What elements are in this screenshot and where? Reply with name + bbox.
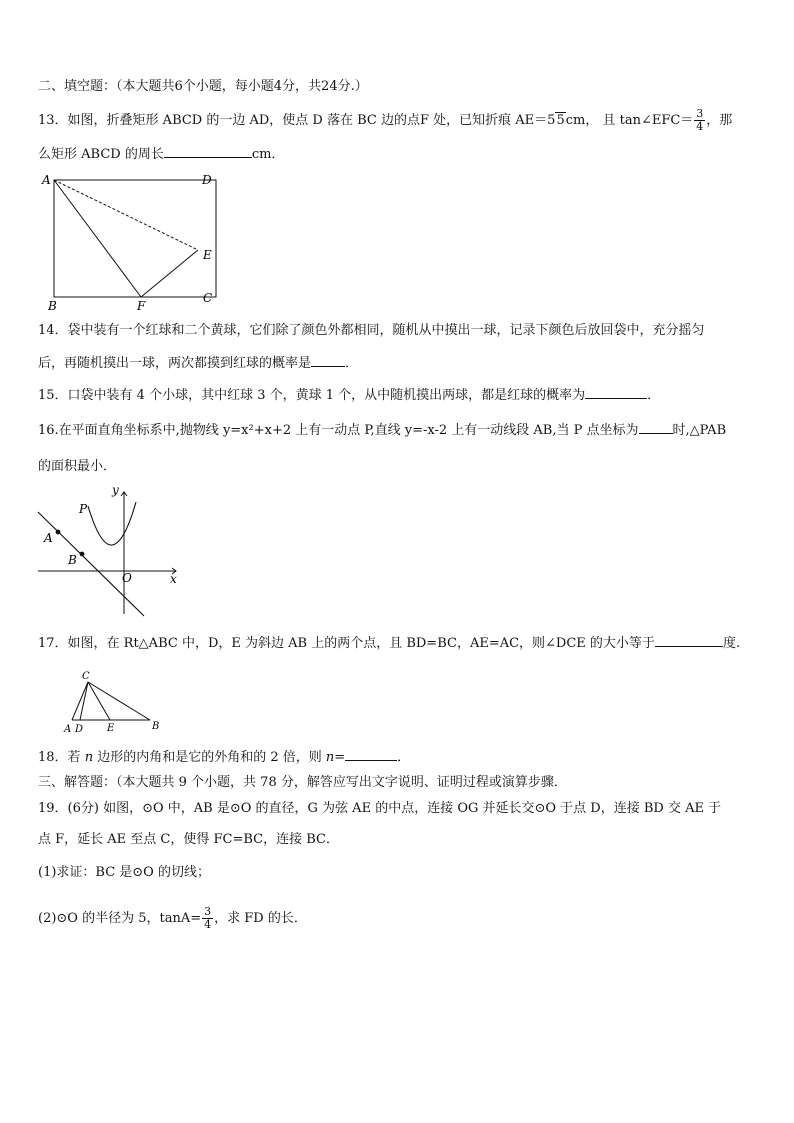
question-19-part-1: (1)求证：BC 是⊙O 的切线；	[38, 865, 210, 880]
q15-answer-blank[interactable]	[585, 386, 647, 399]
q13-text-b: cm， 且 tan∠EFC＝	[565, 113, 694, 128]
q15-text-end: ．	[647, 388, 661, 403]
q17-answer-blank[interactable]	[655, 634, 723, 647]
q17-label-e: E	[107, 723, 115, 734]
q19-part2-text-a: (2)⊙O 的半径为 5，tanA=	[38, 911, 202, 926]
q13-text-a: 13．如图，折叠矩形 ABCD 的一边 AD，使点 D 落在 BC 边的点F 处，已知折痕 AE＝5	[38, 113, 556, 128]
q18-variable-n: n	[84, 750, 94, 765]
q18-text-end: ．	[397, 750, 411, 765]
q17-label-c: C	[82, 671, 90, 682]
q13-label-d: D	[202, 173, 212, 187]
question-18-line-1	[38, 748, 410, 767]
q13-label-a: A	[42, 173, 51, 187]
q13-label-e: E	[203, 248, 212, 262]
q16-label-b: B	[68, 553, 77, 567]
q16-label-o: O	[122, 571, 132, 585]
q14-answer-blank[interactable]	[311, 354, 345, 367]
question-17-line-1	[38, 634, 740, 653]
q17-label-a: A	[64, 724, 72, 735]
q13-fraction	[694, 108, 705, 133]
q13-sqrt-radicand: 5	[556, 113, 565, 128]
q13-frac-num: 3	[696, 107, 704, 120]
question-19-line-2: 点 F，延长 AE 至点 C，使得 FC=BC，连接 BC．	[38, 832, 339, 847]
q18-text-b: 边形的内角和是它的外角和的 2 倍，则	[93, 750, 326, 765]
q13-text-c: ，那	[706, 113, 733, 128]
question-19-part-2	[38, 906, 307, 931]
section-header-solutions: 三、解答题：（本大题共 9 个小题，共 78 分，解答应写出文字说明、证明过程或演算步骤．	[38, 775, 567, 790]
q19-fraction	[202, 906, 213, 931]
q16-text-b: 时,△PAB	[672, 423, 727, 438]
q19-part2-text-b: ，求 FD 的长．	[214, 911, 307, 926]
question-15-line-1	[38, 386, 660, 405]
q17-triangle-figure	[60, 668, 170, 736]
question-14-line-1: 14．袋中装有一个红球和二个黄球，它们除了颜色外都相同，随机从中摸出一球，记录下颜色后放回袋中，充分摇匀	[38, 323, 705, 338]
question-16-line-1	[38, 421, 726, 440]
q13-label-b: B	[48, 299, 57, 313]
q16-label-x: x	[170, 572, 177, 586]
question-16-line-2: 的面积最小．	[38, 459, 117, 474]
q16-answer-blank[interactable]	[639, 421, 673, 434]
q19-frac-num: 3	[204, 905, 212, 918]
q13-answer-blank[interactable]	[164, 145, 252, 158]
q16-label-y: y	[112, 483, 119, 497]
q17-text-end: 度.	[722, 636, 741, 651]
q13-label-c: C	[203, 291, 213, 305]
question-13-line-2	[38, 145, 284, 164]
q18-variable-n-2: n	[325, 750, 335, 765]
question-14-line-2	[38, 354, 358, 373]
question-13-line-1	[38, 108, 732, 133]
q18-text-a: 18．若	[38, 750, 85, 765]
question-19-line-1: 19．(6分) 如图，⊙O 中，AB 是⊙O 的直径，G 为弦 AE 的中点，连接 OG 并延长交⊙O 于点 D，连接 BD 交 AE 于	[38, 801, 722, 816]
q18-answer-blank[interactable]	[345, 748, 397, 761]
section-header-fill-in: 二、填空题：（本大题共6个小题，每小题4分，共24分.）	[38, 79, 368, 94]
q13-text-line2-end: cm．	[251, 147, 285, 162]
q17-label-b: B	[152, 721, 160, 732]
q19-frac-den: 4	[204, 918, 212, 931]
q13-label-f: F	[137, 299, 146, 313]
q18-text-c: =	[334, 750, 346, 765]
q17-label-d: D	[75, 724, 84, 735]
q16-parabola-figure	[36, 482, 186, 620]
q14-text-line2-end: ．	[345, 356, 359, 371]
q16-label-a: A	[44, 531, 53, 545]
q13-sqrt	[555, 112, 565, 128]
q13-text-line2: 么矩形 ABCD 的周长	[38, 147, 164, 162]
q16-label-p: P	[79, 502, 88, 516]
q15-text: 15．口袋中装有 4 个小球，其中红球 3 个，黄球 1 个，从中随机摸出两球，都是红球的概率为	[38, 388, 586, 403]
q17-text: 17．如图，在 Rt△ABC 中，D，E 为斜边 AB 上的两个点，且 BD=BC，AE=AC，则∠DCE 的大小等于	[38, 636, 655, 651]
q14-text-line2: 后，再随机摸出一球，两次都摸到红球的概率是	[38, 356, 312, 371]
q13-frac-den: 4	[696, 120, 704, 133]
q16-text-a: 16.在平面直角坐标系中,抛物线 y=x²+x+2 上有一动点 P,直线 y=-x-2 上有一动线段 AB,当 P 点坐标为	[38, 423, 639, 438]
q13-rectangle-figure	[36, 168, 226, 313]
